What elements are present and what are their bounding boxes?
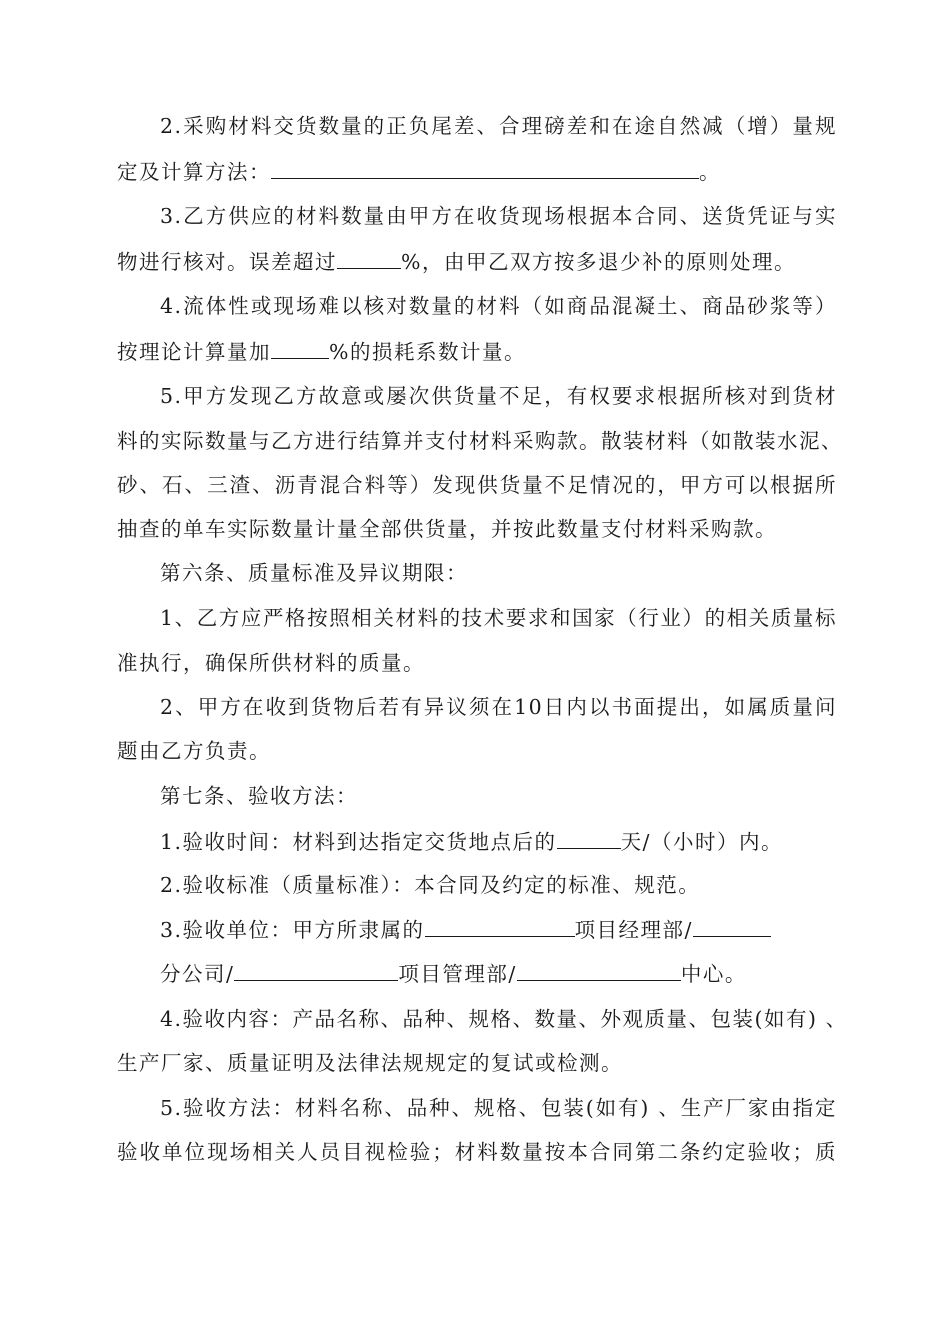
paragraph-line: 1、乙方应严格按照相关材料的技术要求和国家（行业）的相关质量标	[160, 606, 837, 630]
paragraph-line	[160, 826, 880, 856]
fill-blank	[425, 914, 575, 937]
paragraph-line: 2.验收标准（质量标准）：本合同及约定的标准、规范。	[160, 873, 701, 897]
paragraph-line: 3.乙方供应的材料数量由甲方在收货现场根据本合同、送货凭证与实	[160, 204, 837, 228]
paragraph-line: 料的实际数量与乙方进行结算并支付材料采购款。散装材料（如散装水泥、	[117, 429, 843, 453]
fill-blank	[517, 958, 681, 981]
paragraph-line: 2、甲方在收到货物后若有异议须在10日内以书面提出，如属质量问	[160, 695, 837, 719]
line-text: 1.验收时间：材料到达指定交货地点后的	[160, 830, 557, 854]
line-text: 天/（小时）内。	[620, 830, 783, 854]
line-text: 项目经理部/	[574, 918, 693, 942]
section-heading: 第七条、验收方法：	[160, 784, 358, 808]
paragraph-line	[160, 958, 880, 988]
fill-blank	[557, 826, 621, 849]
paragraph-line: 题由乙方负责。	[117, 739, 271, 763]
line-text: 。	[699, 160, 721, 184]
fill-blank	[693, 914, 771, 937]
paragraph-line: 砂、石、三渣、沥青混合料等）发现供货量不足情况的，甲方可以根据所	[117, 473, 837, 497]
line-text: 分公司/	[160, 962, 235, 986]
line-text: 中心。	[680, 962, 747, 986]
paragraph-line: 2.采购材料交货数量的正负尾差、合理磅差和在途自然减（增）量规	[160, 114, 837, 138]
paragraph-line: 4.验收内容：产品名称、品种、规格、数量、外观质量、包装(如有) 、	[160, 1007, 848, 1031]
paragraph-line: 5.甲方发现乙方故意或屡次供货量不足，有权要求根据所核对到货材	[160, 384, 837, 408]
paragraph-line: 4.流体性或现场难以核对数量的材料（如商品混凝土、商品砂浆等）	[160, 294, 837, 318]
line-text: 按理论计算量加	[117, 340, 271, 364]
line-text: %的损耗系数计量。	[329, 340, 526, 364]
fill-blank	[271, 156, 699, 179]
paragraph-line: 验收单位现场相关人员目视检验；材料数量按本合同第二条约定验收；质	[117, 1140, 837, 1164]
paragraph-line: 抽查的单车实际数量计量全部供货量，并按此数量支付材料采购款。	[117, 517, 777, 541]
line-text: 项目管理部/	[398, 962, 517, 986]
paragraph-line	[117, 246, 837, 276]
fill-blank	[337, 246, 401, 269]
fill-blank	[271, 336, 329, 359]
paragraph-line: 准执行，确保所供材料的质量。	[117, 651, 425, 675]
line-text: 定及计算方法：	[117, 160, 271, 184]
paragraph-line	[117, 156, 837, 186]
line-text: %，由甲乙双方按多退少补的原则处理。	[401, 250, 796, 274]
line-text: 3.验收单位：甲方所隶属的	[160, 918, 425, 942]
paragraph-line	[117, 336, 837, 366]
section-heading: 第六条、质量标准及异议期限：	[160, 561, 468, 585]
paragraph-line: 5.验收方法：材料名称、品种、规格、包装(如有) 、生产厂家由指定	[160, 1096, 837, 1120]
paragraph-line: 生产厂家、质量证明及法律法规规定的复试或检测。	[117, 1051, 623, 1075]
paragraph-line	[160, 914, 880, 944]
fill-blank	[234, 958, 398, 981]
line-text: 物进行核对。误差超过	[117, 250, 337, 274]
